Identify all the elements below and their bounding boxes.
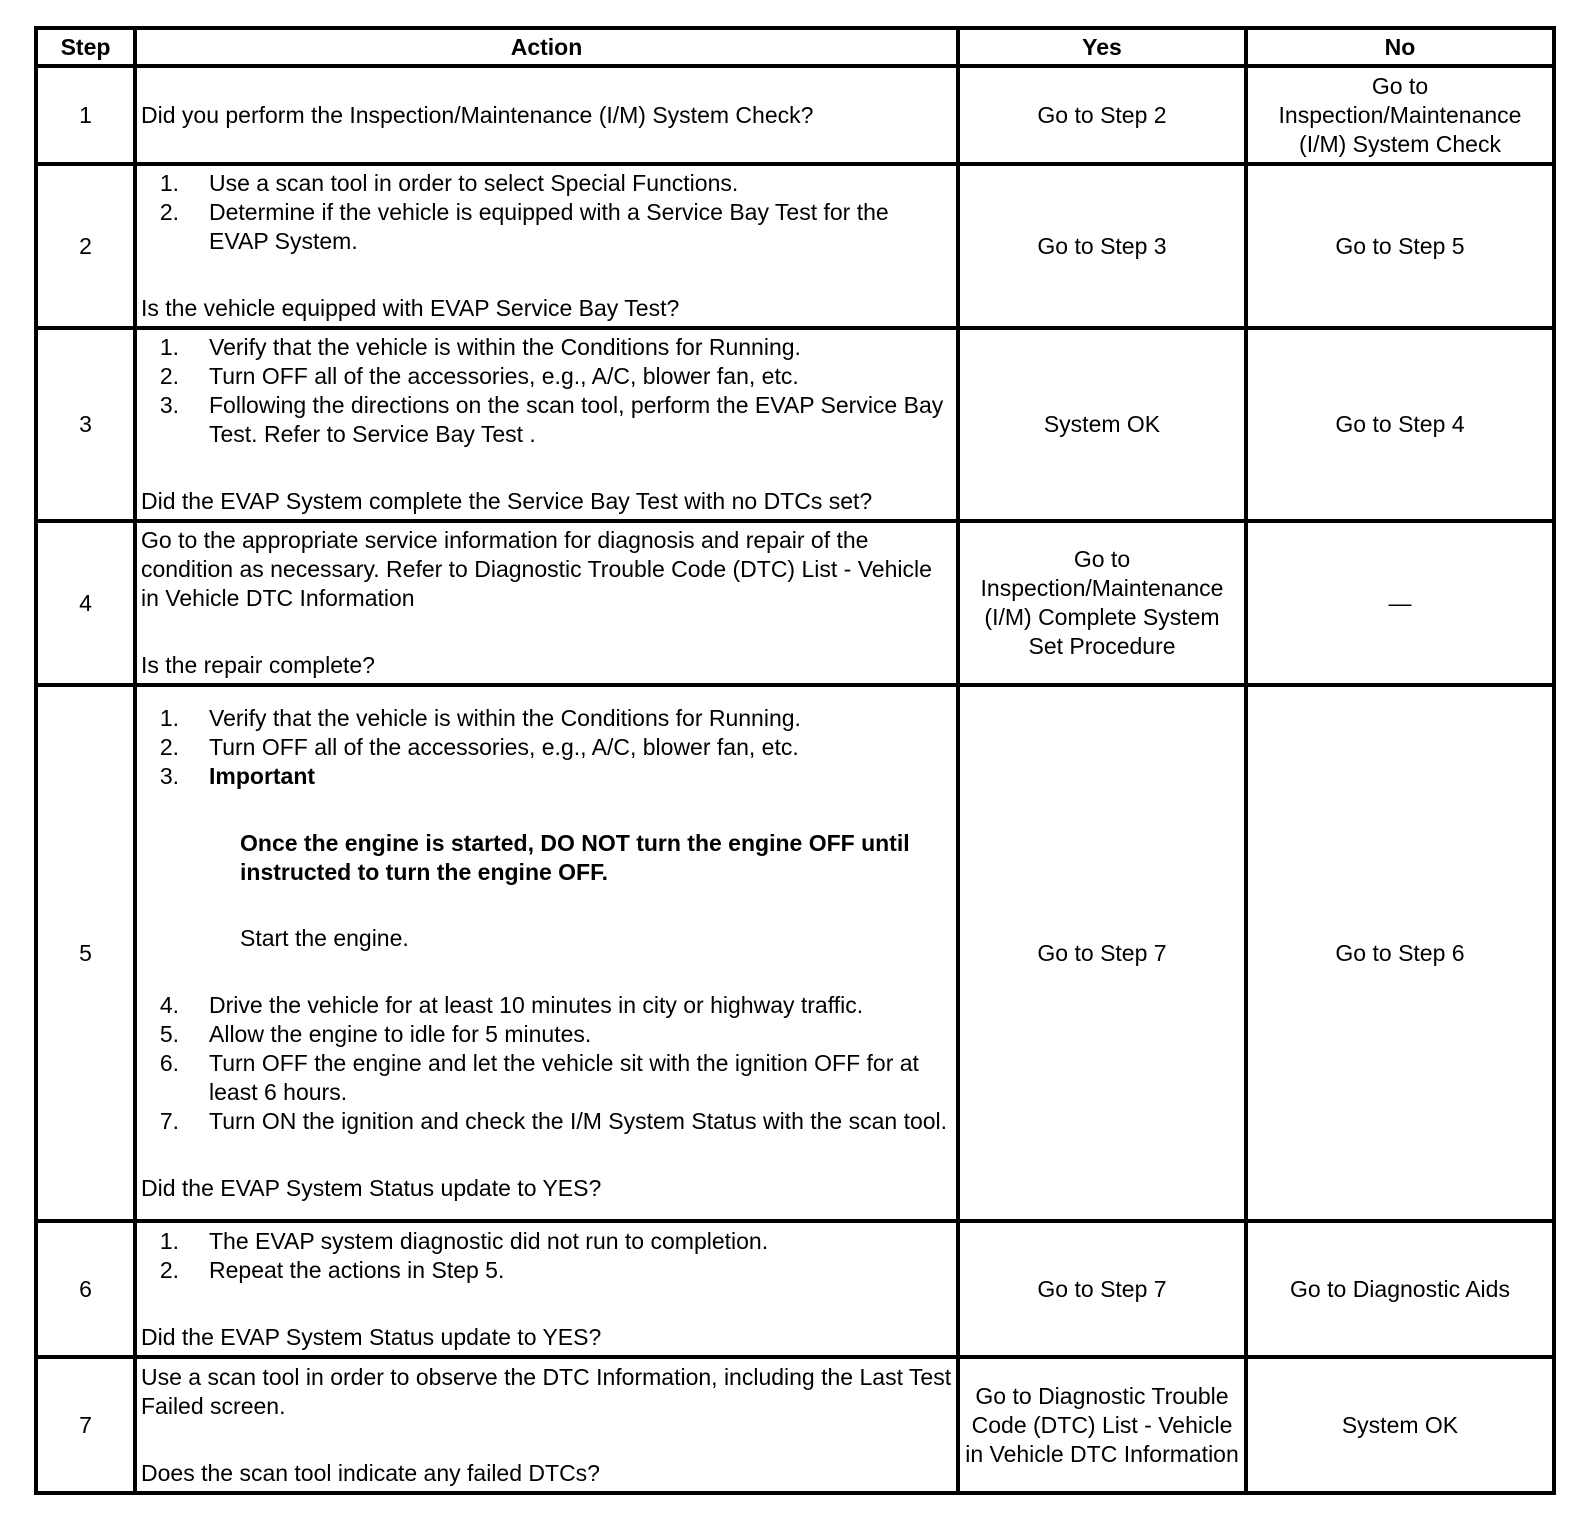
list-item-text: Repeat the actions in Step 5. <box>209 1256 505 1283</box>
list-item-number: 3. <box>159 392 179 418</box>
list-item-text: Verify that the vehicle is within the Conditions for Running. <box>209 334 801 360</box>
action-cell <box>135 66 958 164</box>
list-item-number: 2. <box>159 199 179 225</box>
yes-cell: System OK <box>958 328 1246 521</box>
header-row <box>36 28 1554 66</box>
start-engine-text: Start the engine. <box>240 924 409 951</box>
action-question: Did the EVAP System Status update to YES? <box>141 1174 602 1201</box>
table-row <box>36 1221 1554 1357</box>
action-instruction: Use a scan tool in order to observe the DTC Information, including the Last Test Failed screen. <box>141 1363 952 1419</box>
list-item <box>141 762 952 791</box>
list-item <box>141 1107 952 1136</box>
table-row <box>36 66 1554 164</box>
header-action: Action <box>135 28 958 66</box>
action-question: Does the scan tool indicate any failed DTCs? <box>141 1459 600 1486</box>
list-item <box>141 391 952 449</box>
action-cell <box>135 164 958 328</box>
table-row <box>36 164 1554 328</box>
list-item-text: Use a scan tool in order to select Special Functions. <box>209 170 739 196</box>
list-item <box>141 1256 952 1285</box>
yes-cell: Go to Step 7 <box>958 685 1246 1221</box>
header-yes: Yes <box>958 28 1246 66</box>
action-question: Did you perform the Inspection/Maintenance (I/M) System Check? <box>141 101 814 128</box>
action-question: Did the EVAP System Status update to YES? <box>141 1323 602 1350</box>
action-list <box>141 333 952 449</box>
yes-cell: Go to Inspection/Maintenance (I/M) Complete System Set Procedure <box>958 521 1246 685</box>
no-cell: Go to Diagnostic Aids <box>1246 1221 1554 1357</box>
action-instruction: Go to the appropriate service information for diagnosis and repair of the condition as necessary. Refer to Diagnostic Trouble Code (DTC) List - Vehicle in Vehicle DTC Information <box>141 527 932 611</box>
step-number: 6 <box>36 1221 135 1357</box>
action-list <box>141 991 952 1136</box>
yes-cell: Go to Diagnostic Trouble Code (DTC) List - Vehicle in Vehicle DTC Information <box>958 1357 1246 1493</box>
no-cell: Go to Step 5 <box>1246 164 1554 328</box>
list-item <box>141 198 952 256</box>
action-list <box>141 1227 952 1285</box>
list-item <box>141 1049 952 1107</box>
list-item <box>141 362 952 391</box>
list-item <box>141 333 952 362</box>
step-number: 1 <box>36 66 135 164</box>
table-row <box>36 521 1554 685</box>
list-item <box>141 991 952 1020</box>
list-item <box>141 169 952 198</box>
action-question: Is the repair complete? <box>141 652 375 678</box>
list-item-text: Turn OFF all of the accessories, e.g., A/C, blower fan, etc. <box>209 733 799 760</box>
list-item-number: 3. <box>159 762 179 789</box>
list-item-text: Allow the engine to idle for 5 minutes. <box>209 1020 592 1047</box>
step-number: 4 <box>36 521 135 685</box>
list-item-number: 4. <box>159 991 179 1018</box>
list-item <box>141 1020 952 1049</box>
list-item-number: 7. <box>159 1107 179 1134</box>
list-item-number: 2. <box>159 363 179 389</box>
list-item <box>141 1227 952 1256</box>
no-cell: — <box>1246 521 1554 685</box>
list-item-number: 5. <box>159 1020 179 1047</box>
list-item-text: Drive the vehicle for at least 10 minutes in city or highway traffic. <box>209 991 864 1018</box>
list-item-text: The EVAP system diagnostic did not run to completion. <box>209 1227 769 1254</box>
list-item-number: 2. <box>159 1256 179 1283</box>
action-cell <box>135 1221 958 1357</box>
important-note: Once the engine is started, DO NOT turn the engine OFF until instructed to turn the engine OFF. <box>240 829 910 885</box>
step-number: 5 <box>36 685 135 1221</box>
important-label: Important <box>209 762 316 789</box>
list-item-text: Turn ON the ignition and check the I/M System Status with the scan tool. <box>209 1107 948 1134</box>
list-item-number: 1. <box>159 170 179 196</box>
list-item-text: Determine if the vehicle is equipped with a Service Bay Test for the EVAP System. <box>209 199 889 254</box>
action-cell <box>135 328 958 521</box>
list-item-text: Turn OFF all of the accessories, e.g., A/C, blower fan, etc. <box>209 363 799 389</box>
list-item-number: 1. <box>159 704 179 731</box>
no-cell: Go to Step 4 <box>1246 328 1554 521</box>
no-cell: Go to Inspection/Maintenance (I/M) System Check <box>1246 66 1554 164</box>
yes-cell: Go to Step 3 <box>958 164 1246 328</box>
header-no: No <box>1246 28 1554 66</box>
action-cell <box>135 685 958 1221</box>
diagnostic-table <box>34 26 1556 1495</box>
table-row <box>36 328 1554 521</box>
no-cell: Go to Step 6 <box>1246 685 1554 1221</box>
action-question: Is the vehicle equipped with EVAP Service Bay Test? <box>141 295 680 321</box>
action-list <box>141 704 952 791</box>
list-item <box>141 704 952 733</box>
list-item-number: 1. <box>159 1227 179 1254</box>
no-cell: System OK <box>1246 1357 1554 1493</box>
action-cell <box>135 1357 958 1493</box>
action-cell <box>135 521 958 685</box>
yes-cell: Go to Step 2 <box>958 66 1246 164</box>
table-row <box>36 685 1554 1221</box>
list-item-text: Verify that the vehicle is within the Conditions for Running. <box>209 704 801 731</box>
header-step: Step <box>36 28 135 66</box>
table-row <box>36 1357 1554 1493</box>
step-number: 2 <box>36 164 135 328</box>
list-item <box>141 733 952 762</box>
list-item-number: 6. <box>159 1049 179 1076</box>
list-item-number: 2. <box>159 733 179 760</box>
action-list <box>141 169 952 256</box>
yes-cell: Go to Step 7 <box>958 1221 1246 1357</box>
step-number: 7 <box>36 1357 135 1493</box>
action-question: Did the EVAP System complete the Service Bay Test with no DTCs set? <box>141 488 873 514</box>
list-item-text: Following the directions on the scan tool, perform the EVAP Service Bay Test. Refer to Service Bay Test . <box>209 392 944 447</box>
step-number: 3 <box>36 328 135 521</box>
list-item-text: Turn OFF the engine and let the vehicle sit with the ignition OFF for at least 6 hours. <box>209 1049 919 1105</box>
list-item-number: 1. <box>159 334 179 360</box>
